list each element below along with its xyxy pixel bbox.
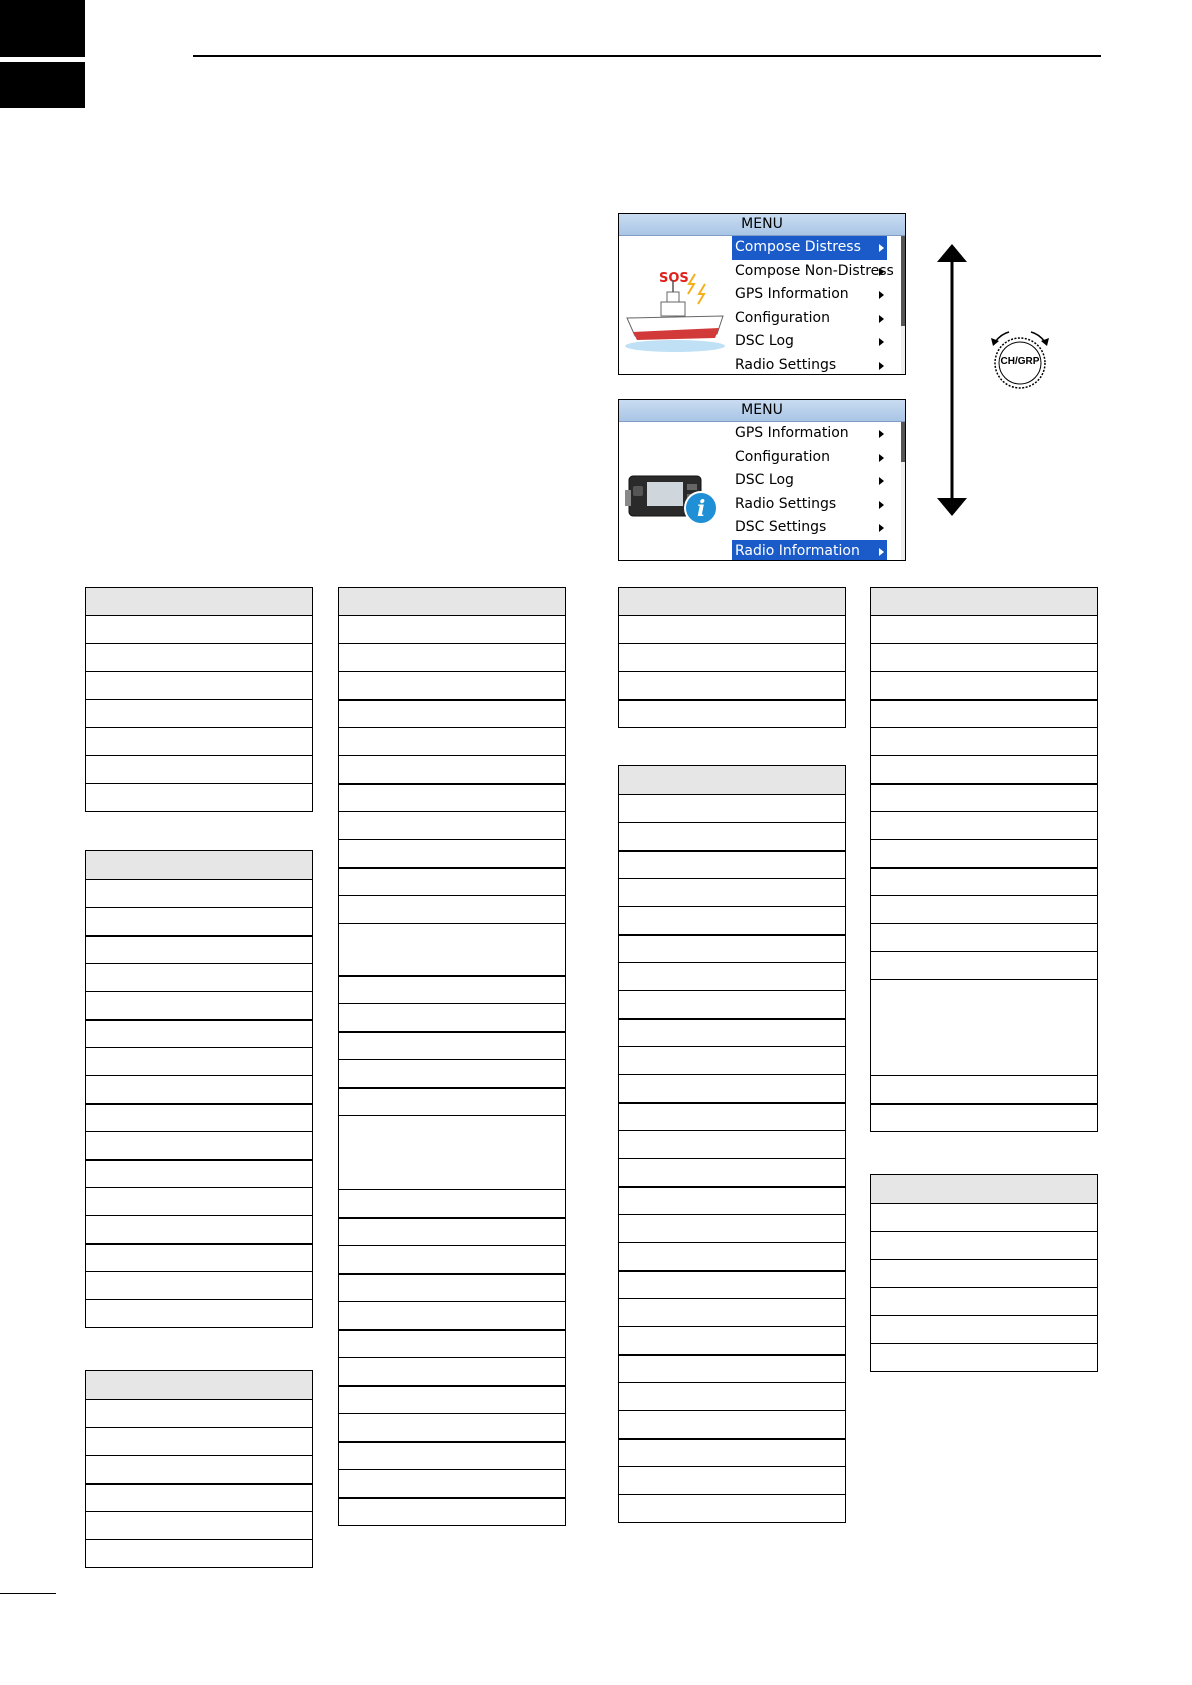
- table-row: [339, 839, 565, 867]
- table-row: [619, 1018, 845, 1046]
- menu-item-dsc-log[interactable]: [732, 469, 887, 493]
- table-row: [339, 867, 565, 895]
- ch-grp-dial[interactable]: [985, 328, 1055, 390]
- table-row: [86, 1427, 312, 1455]
- menu-item-label: DSC Log: [735, 333, 794, 349]
- table-row: [871, 615, 1097, 643]
- table-row: [339, 755, 565, 783]
- table-row: [619, 962, 845, 990]
- chevron-right-icon: [879, 362, 884, 370]
- ship-sos-icon: [623, 254, 728, 354]
- table-row: [86, 1455, 312, 1483]
- table-row: [619, 1046, 845, 1074]
- table-row: [619, 1074, 845, 1102]
- table-row: [619, 1466, 845, 1494]
- table-row: [339, 811, 565, 839]
- table-row: [86, 643, 312, 671]
- menu-item-label: Radio Information: [735, 542, 860, 559]
- table-row: [86, 1019, 312, 1047]
- table-row: [871, 979, 1097, 1075]
- table-row: [86, 1103, 312, 1131]
- table-row: [619, 1130, 845, 1158]
- table-row: [86, 1299, 312, 1327]
- table-row: [871, 867, 1097, 895]
- table-row: [339, 783, 565, 811]
- table-row: [619, 1242, 845, 1270]
- table-row: [339, 615, 565, 643]
- table-row: [339, 1441, 565, 1469]
- table-row: [619, 990, 845, 1018]
- table-row: [871, 699, 1097, 727]
- menu-scrollbar-thumb[interactable]: [901, 422, 905, 462]
- table-header-row: [871, 588, 1097, 615]
- table-row: [86, 1243, 312, 1271]
- menu-tree-table-3: [85, 1370, 313, 1568]
- chapter-tab-upper: [0, 0, 85, 57]
- menu-item-label: GPS Information: [735, 425, 849, 441]
- table-row: [871, 1203, 1097, 1231]
- menu-scrollbar[interactable]: [901, 422, 905, 560]
- table-row: [86, 755, 312, 783]
- menu-tree-table-8: [870, 1174, 1098, 1372]
- table-row: [871, 951, 1097, 979]
- table-header-row: [619, 766, 845, 794]
- menu-list: [732, 236, 894, 375]
- table-row: [86, 963, 312, 991]
- table-row: [619, 822, 845, 850]
- table-row: [339, 923, 565, 975]
- table-row: [871, 811, 1097, 839]
- menu-scrollbar[interactable]: [901, 236, 905, 374]
- chevron-right-icon: [879, 430, 884, 438]
- table-row: [86, 1271, 312, 1299]
- table-row: [339, 643, 565, 671]
- chapter-tab-lower: [0, 62, 85, 108]
- table-row: [339, 1357, 565, 1385]
- table-row: [339, 1385, 565, 1413]
- chevron-right-icon: [879, 244, 884, 252]
- menu-item-label: Configuration: [735, 448, 830, 465]
- table-row: [339, 1031, 565, 1059]
- header-rule: [193, 55, 1101, 57]
- table-row: [619, 794, 845, 822]
- menu-item-dsc-log[interactable]: [732, 330, 887, 354]
- table-header-row: [86, 851, 312, 879]
- table-row: [871, 755, 1097, 783]
- table-row: [339, 1115, 565, 1189]
- menu-item-dsc-settings[interactable]: [732, 516, 887, 540]
- table-row: [871, 1075, 1097, 1103]
- table-row: [86, 727, 312, 755]
- table-header-row: [339, 588, 565, 615]
- menu-item-gps-information[interactable]: [732, 422, 887, 446]
- table-row: [619, 615, 845, 643]
- chevron-right-icon: [879, 291, 884, 299]
- footer-rule: [0, 1593, 56, 1594]
- table-row: [339, 1087, 565, 1115]
- menu-item-label: Compose Distress: [735, 239, 861, 255]
- table-row: [86, 1075, 312, 1103]
- table-row: [86, 671, 312, 699]
- chevron-right-icon: [879, 548, 884, 556]
- table-row: [86, 783, 312, 811]
- menu-item-radio-settings[interactable]: [732, 354, 887, 376]
- menu-screen-1: [618, 213, 906, 375]
- table-row: [619, 1494, 845, 1522]
- table-row: [619, 1298, 845, 1326]
- menu-tree-table-5: [618, 587, 846, 728]
- menu-tree-table-2: [85, 850, 313, 1328]
- menu-item-label: DSC Settings: [735, 519, 827, 535]
- table-row: [871, 671, 1097, 699]
- table-row: [619, 1438, 845, 1466]
- table-row: [619, 1270, 845, 1298]
- menu-item-label: Radio Settings: [735, 495, 837, 512]
- menu-item-compose-distress[interactable]: [732, 236, 887, 260]
- table-row: [619, 1102, 845, 1130]
- table-row: [871, 923, 1097, 951]
- table-row: [871, 1343, 1097, 1371]
- table-row: [619, 1326, 845, 1354]
- table-row: [619, 1158, 845, 1186]
- menu-item-label: GPS Information: [735, 286, 849, 302]
- table-row: [619, 906, 845, 934]
- table-header-row: [619, 588, 845, 615]
- table-header-row: [871, 1175, 1097, 1203]
- chevron-right-icon: [879, 501, 884, 509]
- sos-label: SOS: [659, 271, 689, 286]
- table-row: [871, 1231, 1097, 1259]
- table-row: [871, 1259, 1097, 1287]
- menu-item-label: Compose Non-Distress: [735, 262, 894, 279]
- menu-item-label: Configuration: [735, 309, 830, 326]
- menu-item-label: Radio Settings: [735, 356, 837, 373]
- table-row: [339, 1301, 565, 1329]
- table-row: [339, 895, 565, 923]
- table-row: [619, 671, 845, 699]
- menu-tree-table-6: [618, 765, 846, 1523]
- table-row: [86, 1159, 312, 1187]
- chevron-right-icon: [879, 454, 884, 462]
- table-row: [339, 1217, 565, 1245]
- table-row: [619, 1382, 845, 1410]
- menu-tree-table-7: [870, 587, 1098, 1132]
- table-row: [619, 699, 845, 727]
- table-row: [619, 878, 845, 906]
- menu-list: [732, 422, 887, 561]
- chevron-right-icon: [879, 524, 884, 532]
- menu-title: MENU: [619, 214, 905, 236]
- table-row: [86, 1131, 312, 1159]
- svg-text:i: i: [697, 496, 706, 522]
- table-row: [339, 1059, 565, 1087]
- menu-item-gps-information[interactable]: [732, 283, 887, 307]
- menu-tree-table-1: [85, 587, 313, 812]
- table-row: [619, 1354, 845, 1382]
- table-row: [86, 1047, 312, 1075]
- table-row: [619, 934, 845, 962]
- table-row: [871, 1315, 1097, 1343]
- table-row: [871, 643, 1097, 671]
- table-row: [339, 699, 565, 727]
- table-row: [871, 783, 1097, 811]
- table-header-row: [86, 1371, 312, 1399]
- chevron-right-icon: [879, 477, 884, 485]
- table-row: [339, 1469, 565, 1497]
- table-row: [86, 991, 312, 1019]
- table-row: [86, 615, 312, 643]
- menu-item-configuration[interactable]: [732, 307, 887, 331]
- table-row: [339, 1413, 565, 1441]
- double-headed-vertical-arrow-icon: [937, 244, 967, 516]
- chevron-right-icon: [879, 315, 884, 323]
- table-row: [871, 727, 1097, 755]
- menu-item-radio-information[interactable]: [732, 540, 887, 562]
- chevron-right-icon: [879, 338, 884, 346]
- table-row: [871, 839, 1097, 867]
- table-row: [86, 1539, 312, 1567]
- table-row: [86, 1187, 312, 1215]
- table-row: [86, 879, 312, 907]
- table-row: [86, 1215, 312, 1243]
- table-row: [871, 895, 1097, 923]
- chevron-right-icon: [879, 268, 884, 276]
- table-row: [86, 1511, 312, 1539]
- menu-tree-table-4: [338, 587, 566, 1526]
- dial-label: CH/GRP: [1000, 356, 1040, 367]
- radio-information-icon: [623, 440, 728, 540]
- table-row: [619, 1410, 845, 1438]
- table-row: [339, 1273, 565, 1301]
- table-row: [619, 1214, 845, 1242]
- menu-item-configuration[interactable]: [732, 446, 887, 470]
- table-row: [871, 1287, 1097, 1315]
- table-row: [871, 1103, 1097, 1131]
- table-row: [339, 727, 565, 755]
- table-row: [339, 1245, 565, 1273]
- table-row: [619, 643, 845, 671]
- table-row: [339, 671, 565, 699]
- table-row: [619, 850, 845, 878]
- table-row: [339, 1189, 565, 1217]
- menu-item-radio-settings[interactable]: [732, 493, 887, 517]
- table-row: [339, 1497, 565, 1525]
- table-row: [339, 1003, 565, 1031]
- menu-title: MENU: [619, 400, 905, 422]
- table-row: [339, 1329, 565, 1357]
- table-row: [86, 1399, 312, 1427]
- table-row: [86, 1483, 312, 1511]
- menu-item-label: DSC Log: [735, 472, 794, 488]
- table-row: [339, 975, 565, 1003]
- table-row: [86, 935, 312, 963]
- table-row: [86, 699, 312, 727]
- menu-item-compose-non-distress[interactable]: [732, 260, 894, 284]
- menu-screen-2: [618, 399, 906, 561]
- table-row: [619, 1186, 845, 1214]
- menu-scrollbar-thumb[interactable]: [901, 236, 905, 326]
- table-row: [86, 907, 312, 935]
- table-header-row: [86, 588, 312, 615]
